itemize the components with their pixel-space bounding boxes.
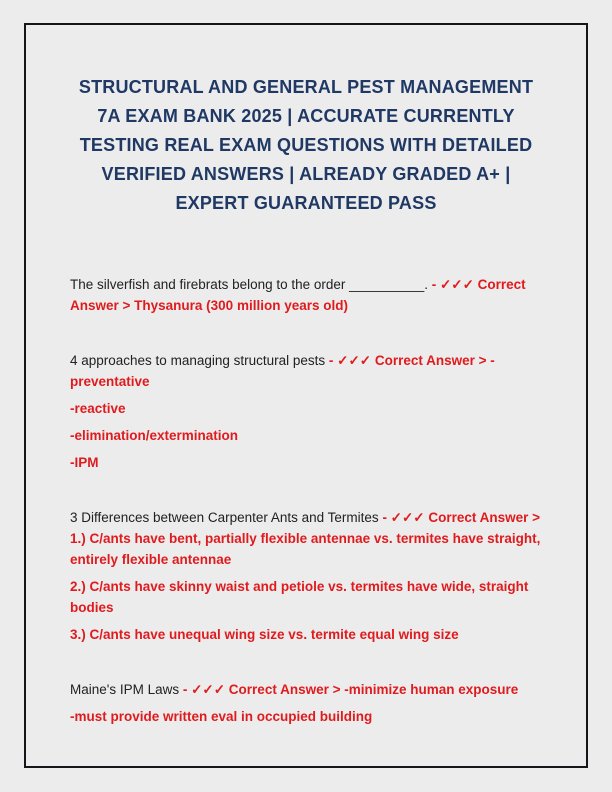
answer-line: -elimination/extermination bbox=[70, 428, 239, 443]
title-line: TESTING REAL EXAM QUESTIONS WITH DETAILED bbox=[79, 135, 533, 155]
question-text: 4 approaches to managing structural pests bbox=[70, 353, 329, 368]
answer-text: - ✓✓✓ Correct Answer > -minimize human exposure bbox=[182, 682, 519, 697]
qa-block bbox=[70, 350, 542, 473]
qa-first-line bbox=[70, 350, 542, 392]
question-text: Maine's IPM Laws bbox=[70, 682, 183, 697]
answer-text: - ✓✓✓ Correct Answer > Thysanura (300 million years old) bbox=[70, 277, 526, 313]
title-line: EXPERT GUARANTEED PASS bbox=[175, 193, 437, 213]
qa-first-line bbox=[70, 679, 542, 700]
qa-first-line bbox=[70, 274, 542, 316]
question-text: 3 Differences between Carpenter Ants and Termites bbox=[70, 510, 383, 525]
document-title bbox=[40, 73, 572, 218]
title-line: STRUCTURAL AND GENERAL PEST MANAGEMENT bbox=[78, 77, 534, 97]
qa-block bbox=[70, 274, 542, 316]
qa-block bbox=[70, 679, 542, 727]
answer-line: -reactive bbox=[70, 401, 126, 416]
qa-block bbox=[70, 507, 542, 645]
qa-list bbox=[70, 274, 542, 761]
qa-first-line bbox=[70, 507, 542, 570]
answer-line: -IPM bbox=[70, 455, 99, 470]
question-text: The silverfish and firebrats belong to the order __________. bbox=[70, 277, 432, 292]
title-line: 7A EXAM BANK 2025 | ACCURATE CURRENTLY bbox=[97, 106, 515, 126]
answer-line: 3.) C/ants have unequal wing size vs. termite equal wing size bbox=[70, 627, 459, 642]
answer-text: - ✓✓✓ Correct Answer > -preventative bbox=[70, 353, 495, 389]
answer-line: 2.) C/ants have skinny waist and petiole vs. termites have wide, straight bodies bbox=[70, 579, 529, 615]
answer-line: -must provide written eval in occupied building bbox=[70, 709, 373, 724]
answer-text: - ✓✓✓ Correct Answer > 1.) C/ants have bent, partially flexible antennae vs. termites have straight, entirely flexible antennae bbox=[70, 510, 541, 567]
title-line: VERIFIED ANSWERS | ALREADY GRADED A+ | bbox=[101, 164, 511, 184]
